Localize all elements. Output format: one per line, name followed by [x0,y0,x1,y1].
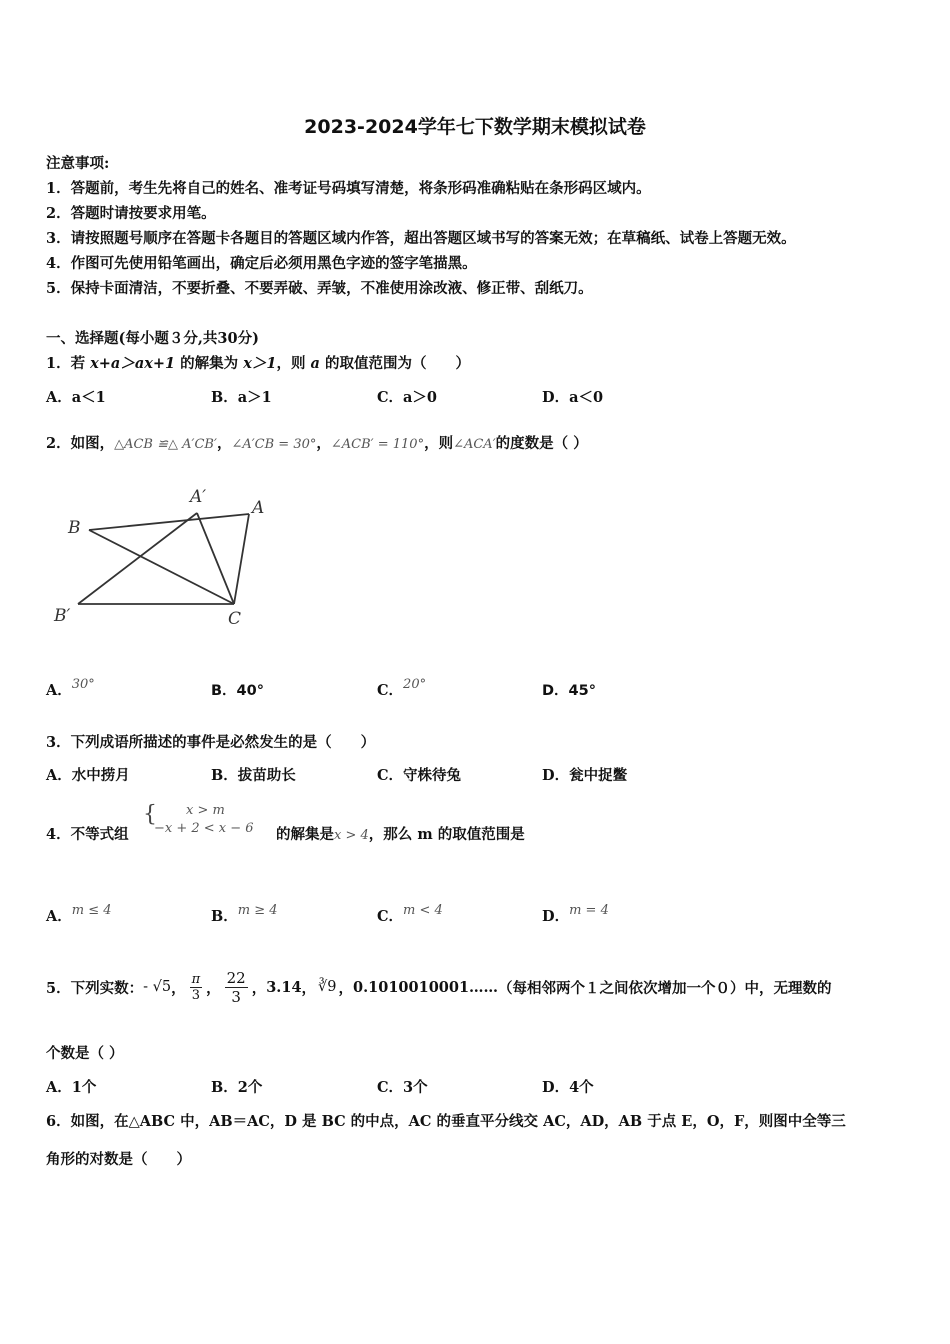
q5-sep-1: ， [171,979,186,997]
q2-option-a-prefix: A． [46,682,72,699]
q2-option-c[interactable] [377,679,426,700]
q5-sep-5: ， [338,979,354,997]
question-1-stem [46,352,470,373]
q2-label-b-prime: B′ [54,606,71,626]
q1-option-c[interactable]: C．a＞0 [377,389,438,406]
q4-system-bottom: −x + 2 < x − 6 [154,821,254,836]
q4-option-c-prefix: C． [377,908,404,925]
q5-cube-root: ∛9 [318,979,337,995]
q4-option-a-value: m ≤ 4 [71,903,112,918]
q1-stem-d: 的取值范围为（ ） [319,355,470,372]
q2-sep-1: ， [216,435,232,452]
q5-stem-a: 5．下列实数： [46,979,144,997]
q4-stem-b: 的解集是 [276,826,334,843]
q4-option-d-value: m = 4 [569,903,609,918]
page-title: 2023-2024学年七下数学期末模拟试卷 [304,116,646,138]
q2-label-c: C [228,609,242,629]
notice-item-5: 5．保持卡面清洁，不要折叠、不要弄破、弄皱，不准使用涂改液、修正带、刮纸刀。 [46,280,593,297]
q2-option-b[interactable]: B．40° [211,683,264,699]
q5-stem-b: （每相邻两个１之间依次增加一个０）中，无理数的 [498,979,832,997]
question-6-line-1: 6．如图，在△ABC 中，AB＝AC，D 是 BC 的中点，AC 的垂直平分线交 AC，AD，AB 于点 E，O，F，则图中全等三 [46,1113,846,1130]
q1-option-b[interactable]: B．a＞1 [211,389,272,406]
q5-sep-4: ， [301,979,317,997]
question-3-stem: 3．下列成语所描述的事件是必然发生的是（ ） [46,734,376,751]
q3-option-a[interactable]: A．水中捞月 [46,767,130,784]
q2-angle-formula-1: ∠A′CB = 30° [231,437,317,452]
q2-option-a-value: 30° [71,677,95,692]
q4-system-top: x > m [186,803,225,818]
q5-fraction-pi [190,972,203,1003]
q2-figure-lines [78,513,249,604]
q4-brace: { [143,802,157,827]
q5-sep-3: ， [251,979,267,997]
q4-option-d-prefix: D． [542,908,570,925]
q4-option-c[interactable] [377,905,443,926]
q2-option-c-prefix: C． [377,682,404,699]
question-5-stem [46,956,832,1018]
q4-option-b-prefix: B． [211,908,238,925]
q5-option-d[interactable]: D．4个 [542,1079,594,1096]
q1-solution: x＞1 [243,355,277,372]
q5-frac-denominator: 3 [231,987,241,1006]
q2-stem-c: 的度数是（ ） [495,435,588,452]
q5-stem-c: 个数是（ ） [46,1045,124,1062]
question-2-stem [46,432,588,453]
q5-pi-numerator: π [191,971,201,987]
q2-option-d[interactable]: D．45° [542,683,596,699]
q2-option-c-value: 20° [403,677,427,692]
q2-label-a-prime: A′ [190,487,207,507]
q2-angle-formula-2: ∠ACB′ = 110° [330,437,425,452]
q4-option-b-value: m ≥ 4 [237,903,278,918]
q4-option-a[interactable] [46,905,112,926]
q2-option-a[interactable] [46,679,95,700]
q2-label-a: A [252,498,265,518]
section-heading: 一、选择题(每小题３分,共30分) [46,330,259,347]
q5-sequence: 0.1010010001…… [353,978,499,996]
q4-option-a-prefix: A． [46,908,72,925]
notice-item-2: 2．答题时请按要求用笔。 [46,205,216,222]
q3-option-c[interactable]: C．守株待兔 [377,767,462,784]
q4-option-d[interactable] [542,905,609,926]
notice-heading: 注意事项: [46,155,110,172]
q2-congruence-formula: △ACB ≌△ A′CB′ [114,437,217,452]
q1-option-a[interactable]: A．a＜1 [46,389,106,406]
q2-label-b: B [68,518,81,538]
q4-stem-a: 4．不等式组 [46,826,129,843]
q5-option-b[interactable]: B．2个 [211,1079,263,1096]
q1-expression: x+a＞ax+1 [90,355,176,372]
q5-sep-2: ， [206,979,221,997]
q5-pi-denominator: 3 [191,987,200,1003]
q2-angle-formula-3: ∠ACA′ [453,437,496,452]
q5-option-a[interactable]: A．1个 [46,1079,97,1096]
q4-option-c-value: m < 4 [403,903,443,918]
q2-figure [44,476,284,636]
q3-option-d[interactable]: D．瓮中捉鳖 [542,767,628,784]
q1-option-d[interactable]: D．a＜0 [542,389,604,406]
notice-item-4: 4．作图可先使用铅笔画出，确定后必须用黑色字迹的签字笔描黑。 [46,255,477,272]
q4-stem-c: ，那么 m 的取值范围是 [368,826,525,843]
notice-item-1: 1．答题前，考生先将自己的姓名、准考证号码填写清楚，将条形码准确粘贴在条形码区域内。 [46,180,651,197]
q5-value-314: 3.14 [266,978,302,996]
q1-stem-a: 1．若 [46,355,91,372]
q4-option-b[interactable] [211,905,278,926]
q1-stem-c: ，则 [276,355,311,372]
q3-option-b[interactable]: B．拔苗助长 [211,767,296,784]
q5-frac-numerator: 22 [226,968,246,987]
q1-stem-b: 的解集为 [175,355,244,372]
notice-item-3: 3．请按照题号顺序在答题卡各题目的答题区域内作答，超出答题区域书写的答案无效；在草稿纸、试卷上答题无效。 [46,230,796,247]
q5-fraction-22-3 [225,969,248,1006]
q2-stem-a: 2．如图， [46,435,115,452]
q4-stem-rest [276,823,525,844]
q5-option-c[interactable]: C．3个 [377,1079,428,1096]
q2-sep-2: ， [316,435,331,452]
question-6-line-2: 角形的对数是（ ） [46,1151,191,1168]
q4-solution: x > 4 [334,828,369,843]
q2-stem-b: ，则 [424,435,454,452]
q1-variable: a [310,355,320,372]
q5-neg-sqrt: - √5 [143,979,172,995]
